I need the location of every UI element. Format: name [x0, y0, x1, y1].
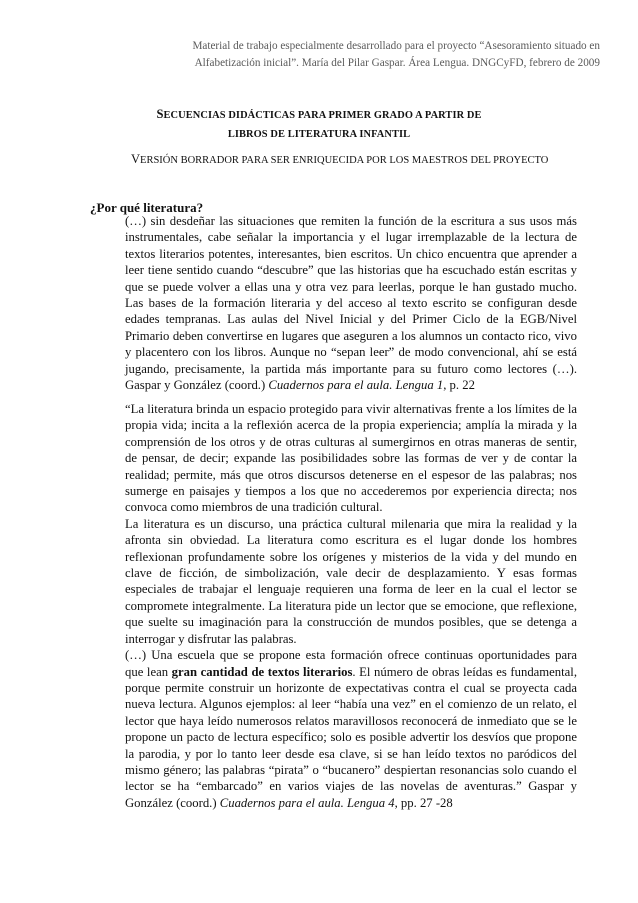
draft-rest: ERSIÓN BORRADOR PARA SER ENRIQUECIDA POR LOS MAESTROS DEL PROYECTO — [140, 155, 549, 166]
title-rest: ECUENCIAS DIDÁCTICAS PARA PRIMER GRADO A PARTIR DE — [163, 110, 482, 121]
quote-2-bold-phrase: gran cantidad de textos literarios — [171, 664, 353, 679]
section-heading: ¿Por qué literatura? — [90, 200, 204, 215]
title-initial: S — [156, 107, 164, 121]
quote-2-pages: , pp. 27 -28 — [394, 795, 453, 810]
document-header — [120, 38, 600, 72]
document-title-line-2: LIBROS DE LITERATURA INFANTIL — [227, 129, 411, 140]
quote-1-source: Cuadernos para el aula. Lengua 1 — [268, 378, 444, 393]
header-line-2: Alfabetización inicial”. María del Pilar Gaspar. Área Lengua. DNGCyFD, febrero de 2009 — [194, 57, 600, 69]
draft-notice — [131, 152, 548, 167]
quote-2-text-b: . El número de obras leídas es fundamental, porque permite construir un horizonte de expectativas contra el cual se proyecta cada nueva lectura. Algunos ejemplos: al leer “había una vez” en el comienzo de un relato, el lector que haya leído numerosos relatos maravillosos reconocerá de inmediato que se le propone un pacto de lectura específico; solo es posible advertir los desvíos que propone la parodia, y por lo tanto leer desde esa clave, si se han leído textos no paródicos del mismo género; las palabras “pirata” o “bucanero” despiertan resonancias solo cuando el lector se ha “embarcado” en varios viajes de las novelas de aventuras.” Gaspar y González (coord.) — [125, 664, 577, 810]
quote-block-2 — [125, 401, 577, 811]
quote-2-paragraph-3 — [125, 647, 577, 811]
quote-2-paragraph-1: “La literatura brinda un espacio protegido para vivir alternativas frente a los límites de la propia vida; incita a la reflexión acerca de la propia experiencia; amplía la mirada y la comprensión de los otros y de otras culturas al sumergirnos en otras maneras de sentir, de pensar, de decir; expande las posibilidades sobre las formas de ver y de contar la realidad; permite, más que otros discursos detenerse en el espesor de las palabras; nos sumerge en paisajes y tiempos a los que no accederemos por experiencia directa; nos convoca como miembros de una tradición cultural. — [125, 402, 577, 515]
quote-1-text: (…) sin desdeñar las situaciones que remiten la función de la escritura a sus usos más instrumentales, cabe señalar la importancia y el lugar irremplazable de la lectura de textos literarios potentes, interesantes, bien escritos. Un chico encuentra que aprender a leer tiene sentido cuando “descubre” que las historias que ha escuchado están escritas y que se puede volver a ellas una y otra vez para leerlas, porque le han gustado mucho. Las bases de la formación literaria y del acceso al texto escrito se configuran desde edades tempranas. Las aulas del Nivel Inicial y del Primer Ciclo de la EGB/Nivel Primario deben convertirse en lugares que aseguren a los alumnos un contacto rico, vivo y placentero con los libros. Aunque no “sepan leer” de modo convencional, ahí se está jugando, precisamente, la partida más importante para su futuro como lectores (…). Gaspar y González (coord.) — [125, 214, 577, 393]
quote-2-source-2: Lengua 4 — [347, 795, 395, 810]
header-line-1: Material de trabajo especialmente desarrollado para el proyecto “Asesoramiento situado en — [192, 40, 600, 52]
quote-2-source-sep: . — [340, 795, 347, 810]
quote-2-text-a: (…) Una escuela que se propone esta formación ofrece continuas oportunidades para que lean — [125, 648, 577, 679]
quote-1-paragraph — [125, 213, 577, 393]
draft-initial: V — [131, 152, 141, 166]
document-title-line-1 — [0, 107, 638, 122]
quote-2-source: Cuadernos para el aula — [219, 795, 341, 810]
quote-2-paragraph-2: La literatura es un discurso, una práctica cultural milenaria que mira la realidad y la afronta sin obviedad. La literatura como escritura es el lugar donde los hombres reflexionan profundamente sobre los orígenes y misterios de la vida y del mundo en clave de ficción, de simbolización, vale decir de desplazamiento. Y esas formas especiales de trabajar el lenguaje requieren una forma de leer en la cual el lector se compromete integralmente. La literatura pide un lector que se emocione, que reflexione, que suelte su imaginación para la construcción de mundos posibles, que se detenga a interrogar y disfrutar las palabras. — [125, 516, 577, 646]
quote-1-pages: , p. 22 — [443, 378, 475, 393]
quote-block-1 — [125, 213, 577, 393]
